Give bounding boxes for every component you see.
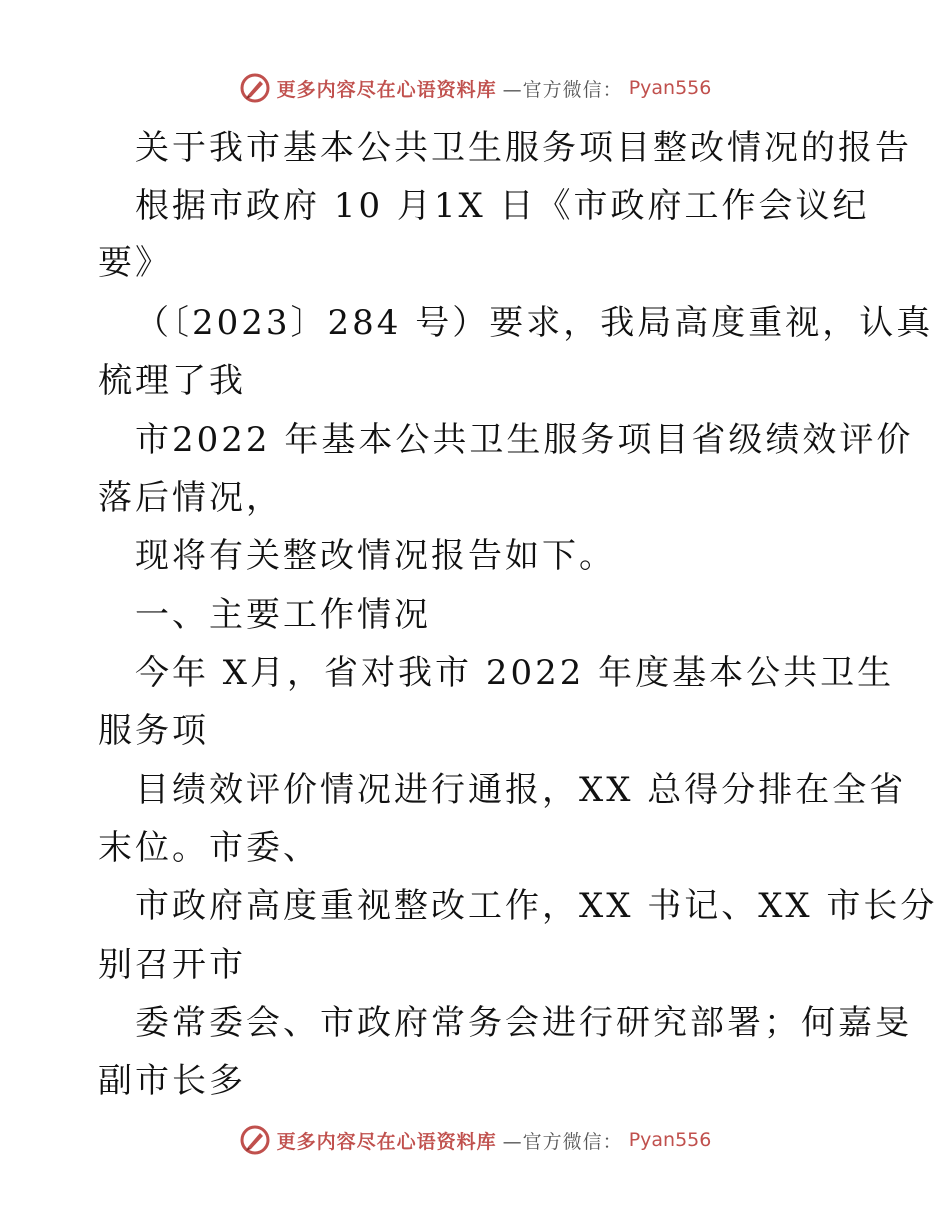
text-line: （〔2023〕284 号）要求，我局高度重视，认真 [135, 303, 934, 343]
text-line: 根据市政府 10 月1X 日《市政府工作会议纪 [135, 186, 870, 226]
text-line: 委常委会、市政府常务会进行研究部署；何嘉旻 [135, 1003, 912, 1043]
document-title: 关于我市基本公共卫生服务项目整改情况的报告 [135, 128, 912, 168]
text-line: 服务项 [98, 711, 209, 751]
pen-logo-icon [239, 72, 271, 104]
text-line: 别召开市 [98, 945, 246, 985]
watermark-mid-text: —官方微信： [502, 78, 623, 101]
text-line: 市2022 年基本公共卫生服务项目省级绩效评价 [135, 420, 914, 460]
watermark-lead-text: 更多内容尽在心语资料库 [276, 1130, 497, 1153]
text-line: 副市长多 [98, 1061, 246, 1101]
text-line: 目绩效评价情况进行通报，XX 总得分排在全省 [135, 770, 907, 810]
header-watermark [0, 72, 950, 104]
text-line: 现将有关整改情况报告如下。 [135, 536, 616, 576]
text-line: 今年 X月，省对我市 2022 年度基本公共卫生 [135, 653, 895, 693]
watermark-mid-text: —官方微信： [502, 1130, 623, 1153]
pen-logo-icon [239, 1124, 271, 1156]
footer-watermark [0, 1124, 950, 1156]
text-line: 落后情况， [98, 478, 283, 518]
text-line: 要》 [98, 243, 172, 283]
text-line: 市政府高度重视整改工作，XX 书记、XX 市长分 [135, 886, 938, 926]
text-line: 梳理了我 [98, 361, 246, 401]
section-heading: 一、主要工作情况 [135, 595, 431, 635]
text-line: 末位。市委、 [98, 828, 320, 868]
watermark-lead-text: 更多内容尽在心语资料库 [276, 78, 497, 101]
watermark-id-text: Pyan556 [628, 77, 712, 99]
watermark-id-text: Pyan556 [628, 1129, 712, 1151]
